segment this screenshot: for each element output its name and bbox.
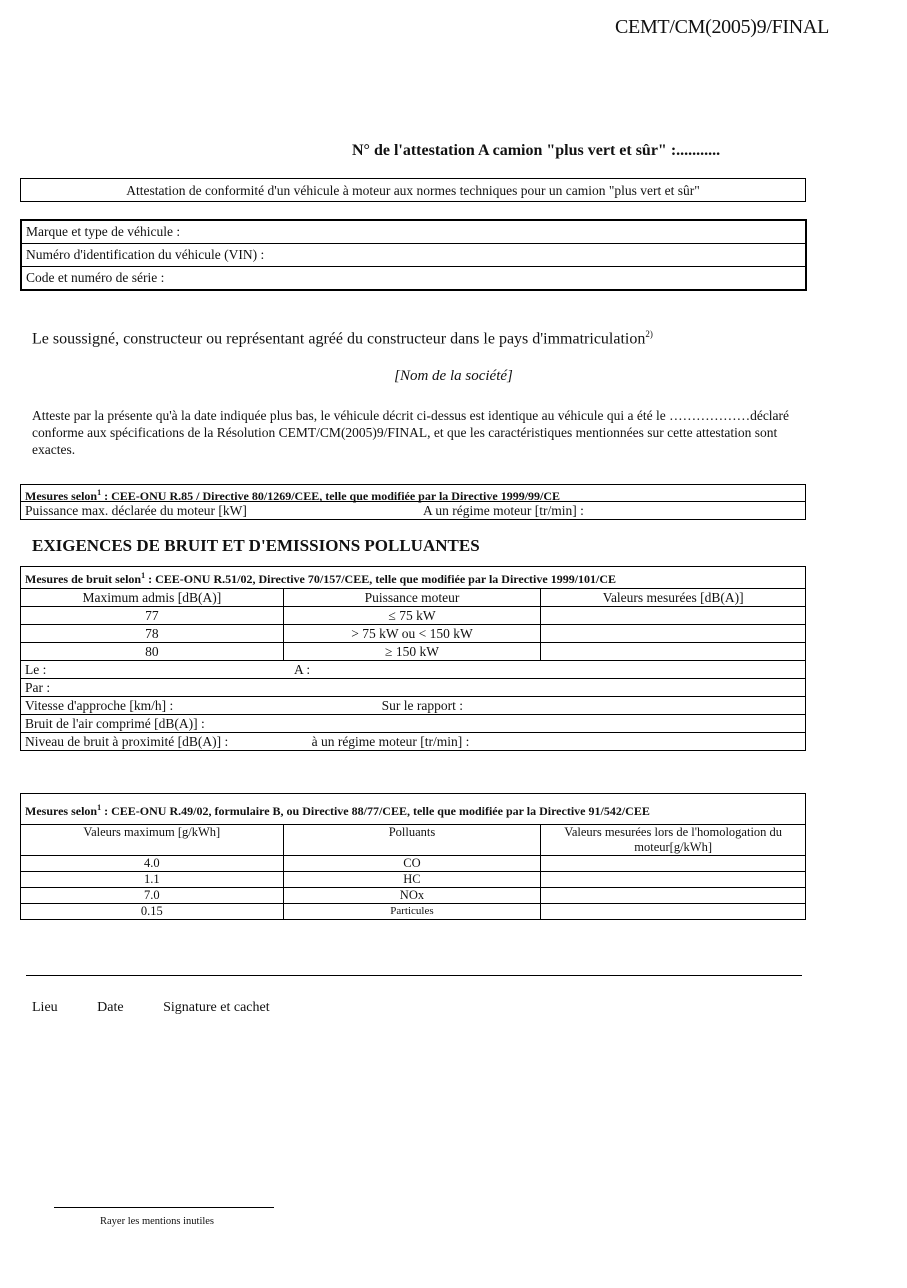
noise-table-header — [21, 567, 806, 589]
power-row — [21, 502, 805, 519]
max-value-cell: 4.0 — [21, 856, 284, 872]
measures-lead: Mesures selon — [25, 489, 98, 503]
table-row — [21, 888, 806, 904]
place-label[interactable]: Lieu — [32, 1000, 58, 1015]
document-reference: CEMT/CM(2005)9/FINAL — [614, 16, 829, 38]
a-label: A : — [294, 662, 311, 677]
measured-cell[interactable] — [541, 643, 806, 661]
column-header: Maximum admis [dB(A)] — [21, 589, 284, 607]
measured-cell[interactable] — [541, 872, 806, 888]
pollutant-cell: NOx — [283, 888, 541, 904]
undersigned-statement — [32, 329, 653, 348]
attestation-number: N° de l'attestation A camion "plus vert et sûr" :........... — [352, 142, 721, 159]
noise-lead: Mesures de bruit selon — [25, 572, 142, 586]
footnote-ref: 1 — [97, 802, 102, 812]
max-db-cell: 78 — [21, 625, 284, 643]
date-label[interactable]: Date — [97, 1000, 124, 1015]
undersigned-text: Le soussigné, constructeur ou représentant agréé du constructeur dans le pays d'immatriculation — [32, 330, 646, 348]
vehicle-info-box — [20, 219, 807, 291]
footnote-divider — [54, 1207, 274, 1208]
serial-code-field[interactable]: Code et numéro de série : — [26, 270, 165, 285]
measured-cell[interactable] — [541, 607, 806, 625]
power-measures-box — [20, 484, 806, 520]
measured-cell[interactable] — [541, 904, 806, 920]
measures-rest: : CEE-ONU R.85 / Directive 80/1269/CEE, telle que modifiée par la Directive 1999/99/CE — [101, 489, 561, 503]
footnote-ref: 1 — [97, 488, 102, 497]
table-row — [21, 643, 806, 661]
column-header: Polluants — [283, 825, 541, 856]
footnote: Rayer les mentions inutiles — [100, 1216, 215, 1227]
noise-rest: : CEE-ONU R.51/02, Directive 70/157/CEE, telle que modifiée par la Directive 1999/101/CE — [145, 572, 617, 586]
proximity-noise-row[interactable] — [21, 733, 806, 751]
table-row — [21, 856, 806, 872]
max-power-label[interactable]: Puissance max. déclarée du moteur [kW] — [25, 503, 247, 518]
company-name-placeholder: [Nom de la société] — [394, 368, 513, 384]
power-cell: ≥ 150 kW — [283, 643, 541, 661]
max-db-cell: 77 — [21, 607, 284, 625]
proximity-regime-label: à un régime moteur [tr/min] : — [311, 734, 470, 749]
attestation-title-box: Attestation de conformité d'un véhicule à moteur aux normes techniques pour un camion "plus vert et sûr" — [20, 178, 806, 202]
power-measures-header — [21, 485, 805, 502]
power-cell: ≤ 75 kW — [283, 607, 541, 625]
measured-cell[interactable] — [541, 625, 806, 643]
emissions-lead: Mesures selon — [25, 803, 98, 818]
power-cell: > 75 kW ou < 150 kW — [283, 625, 541, 643]
table-row — [21, 625, 806, 643]
approach-speed-row[interactable] — [21, 697, 806, 715]
max-value-cell: 7.0 — [21, 888, 284, 904]
column-header: Valeurs mesurées lors de l'homologation du moteur[g/kWh] — [541, 825, 806, 856]
le-a-row[interactable] — [21, 661, 806, 679]
footnote-ref: 2) — [645, 329, 653, 339]
table-row — [21, 904, 806, 920]
vin-field[interactable]: Numéro d'identification du véhicule (VIN) : — [22, 244, 805, 267]
column-header: Valeurs mesurées [dB(A)] — [541, 589, 806, 607]
max-db-cell: 80 — [21, 643, 284, 661]
table-row — [21, 872, 806, 888]
max-value-cell: 0.15 — [21, 904, 284, 920]
power-regime-label[interactable]: A un régime moteur [tr/min] : — [423, 503, 584, 518]
signature-label[interactable]: Signature et cachet — [163, 1000, 270, 1015]
emissions-table — [20, 793, 806, 920]
approach-speed-label: Vitesse d'approche [km/h] : — [25, 698, 174, 713]
gear-ratio-label: Sur le rapport : — [381, 698, 463, 713]
par-row[interactable]: Par : — [21, 679, 806, 697]
emissions-rest: : CEE-ONU R.49/02, formulaire B, ou Directive 88/77/CEE, telle que modifiée par la Directive 91/542/CEE — [101, 803, 650, 818]
max-value-cell: 1.1 — [21, 872, 284, 888]
proximity-noise-label: Niveau de bruit à proximité [dB(A)] : — [25, 734, 229, 749]
divider — [26, 975, 802, 976]
air-noise-row[interactable]: Bruit de l'air comprimé [dB(A)] : — [21, 715, 806, 733]
emissions-table-header — [21, 794, 806, 825]
column-header: Puissance moteur — [283, 589, 541, 607]
le-label: Le : — [25, 662, 47, 677]
certification-paragraph: Atteste par la présente qu'à la date indiquée plus bas, le véhicule décrit ci-dessus est identique au véhicule qui a été le ………………déclaré conforme aux spécifications de la Résolution CEMT/CM(2005)9/FINAL, et que les caractéristiques mentionnées sur cette attestation sont exactes. — [32, 408, 790, 457]
measured-cell[interactable] — [541, 856, 806, 872]
vehicle-make-field[interactable]: Marque et type de véhicule : — [22, 221, 805, 244]
pollutant-cell: CO — [283, 856, 541, 872]
section-heading: EXIGENCES DE BRUIT ET D'EMISSIONS POLLUANTES — [32, 536, 480, 555]
pollutant-cell: HC — [283, 872, 541, 888]
noise-table — [20, 566, 806, 751]
measured-cell[interactable] — [541, 888, 806, 904]
table-row — [21, 607, 806, 625]
pollutant-cell: Particules — [283, 904, 541, 920]
footnote-ref: 1 — [141, 571, 146, 580]
signature-line — [32, 1000, 306, 1016]
column-header: Valeurs maximum [g/kWh] — [21, 825, 284, 856]
